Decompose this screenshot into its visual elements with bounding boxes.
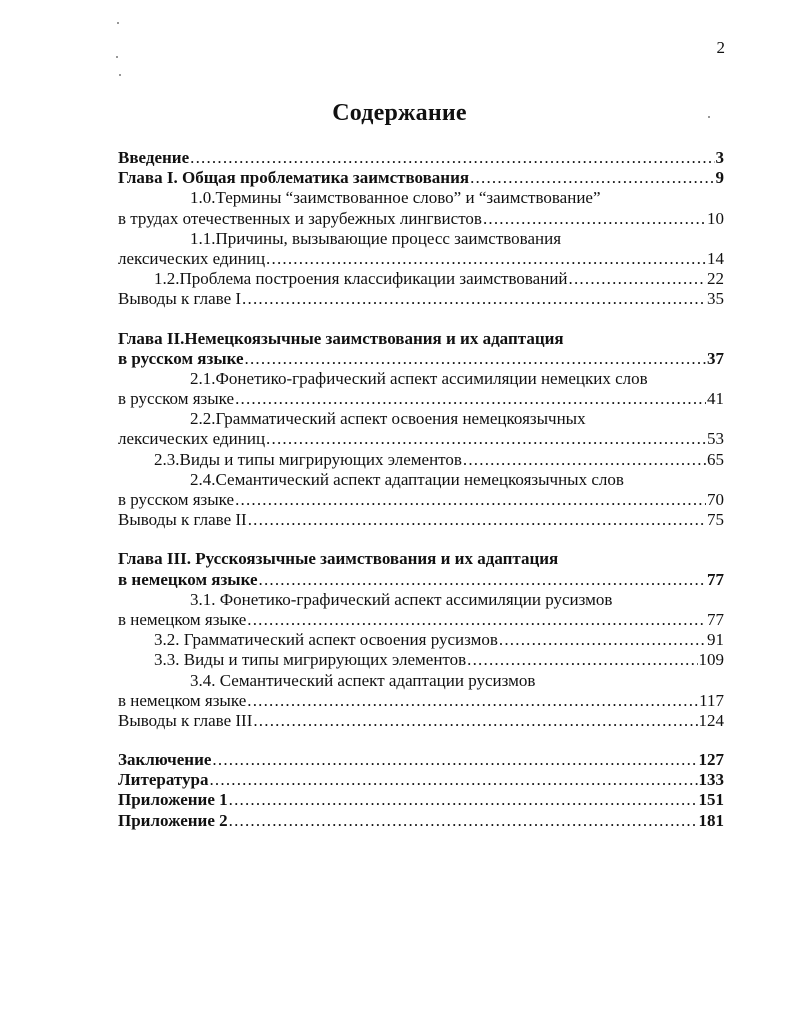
toc-entry-section-2-3[interactable]	[118, 450, 724, 470]
scan-speck	[116, 56, 118, 58]
toc-entry-page: 41	[707, 389, 724, 409]
toc-entry-text: 3.4. Семантический аспект адаптации русизмов	[190, 670, 536, 690]
toc-entry-text: в русском языке	[118, 490, 235, 509]
toc-entry-conclusions-chapter-1[interactable]	[118, 289, 724, 309]
toc-entry-text: Приложение 1	[118, 790, 228, 810]
toc-entry-page: 117	[699, 690, 724, 710]
leader-dots	[235, 389, 706, 409]
toc-entry-page: 65	[707, 449, 724, 469]
toc-entry-section-3-4-line-2[interactable]	[118, 691, 724, 711]
scan-speck	[708, 116, 710, 118]
toc-entry-text: Глава III. Русскоязычные заимствования и их адаптация	[118, 549, 559, 569]
toc-entry-section-2-2-line-2[interactable]	[118, 429, 724, 449]
toc-entry-page: 127	[698, 750, 724, 770]
toc-entry-page: 109	[698, 650, 724, 670]
toc-entry-text: 3.1. Фонетико-графический аспект ассимиляции русизмов	[190, 589, 613, 609]
toc-entry-text: Заключение	[118, 750, 212, 770]
toc-entry-text: Введение	[118, 148, 190, 167]
toc-entry-page: 77	[707, 609, 724, 629]
leader-dots	[266, 429, 706, 449]
toc-entry-page: 124	[698, 710, 724, 730]
toc-entry-page: 133	[698, 770, 724, 790]
toc-entry-text: Приложение 2	[118, 810, 228, 830]
toc-entry-text: 2.3.Виды и типы мигрирующих элементов	[154, 449, 462, 469]
toc-entry-page: 14	[707, 248, 724, 268]
scan-speck	[119, 74, 121, 76]
leader-dots	[242, 289, 706, 309]
toc-entry-text: в русском языке	[118, 348, 244, 368]
leader-dots	[235, 490, 706, 510]
toc-entry-section-1-2[interactable]	[118, 269, 724, 289]
toc-entry-section-2-1-line-2[interactable]	[118, 389, 724, 409]
toc-entry-appendix-1[interactable]	[118, 790, 724, 810]
toc-entry-text: 2.2.Грамматический аспект освоения немецкоязычных	[190, 409, 586, 429]
toc-entry-section-2-4-line-2[interactable]	[118, 490, 724, 510]
toc-entry-text: Выводы к главе III	[118, 710, 253, 730]
toc-entry-text: 2.1.Фонетико-графический аспект ассимиляции немецких слов	[190, 368, 648, 388]
leader-dots	[209, 770, 697, 790]
toc-entry-text: 3.2. Грамматический аспект освоения русизмов	[154, 630, 498, 650]
toc-entry-conclusions-chapter-2[interactable]	[118, 510, 724, 530]
toc-entry-page: 181	[698, 810, 724, 830]
toc-entry-text: лексических единиц	[118, 248, 266, 268]
leader-dots	[247, 691, 698, 711]
toc-entry-page: 77	[707, 569, 724, 589]
toc-entry-section-3-1-line-2[interactable]	[118, 610, 724, 630]
toc-entry-page: 3	[715, 148, 724, 167]
toc-entry-section-3-1-line-1[interactable]	[118, 590, 724, 610]
leader-dots	[212, 750, 697, 770]
leader-dots	[229, 811, 698, 831]
toc-entry-text: Выводы к главе I	[118, 289, 242, 309]
toc-entry-text: Выводы к главе II	[118, 510, 247, 530]
toc-entry-text: 1.2.Проблема построения классификации заимствований	[154, 269, 568, 289]
leader-dots	[266, 249, 706, 269]
toc-entry-text: в немецком языке	[118, 569, 258, 589]
toc-entry-page: 10	[707, 208, 724, 228]
toc-entry-text: Литература	[118, 770, 209, 790]
leader-dots	[245, 349, 706, 369]
toc-entry-conclusion[interactable]	[118, 750, 724, 770]
toc-entry-text: 3.3. Виды и типы мигрирующих элементов	[154, 650, 467, 670]
leader-dots	[470, 168, 714, 188]
toc-entry-page: 9	[715, 168, 724, 188]
table-of-contents	[118, 148, 724, 831]
toc-entry-page: 70	[707, 490, 724, 509]
leader-dots	[463, 450, 706, 470]
toc-entry-section-1-1-line-2[interactable]	[118, 249, 724, 269]
leader-dots	[569, 269, 706, 289]
toc-entry-text: Глава II.Немецкоязычные заимствования и их адаптация	[118, 328, 564, 348]
leader-dots	[483, 209, 706, 229]
toc-entry-text: в русском языке	[118, 389, 235, 409]
toc-entry-chapter-3-line-1[interactable]	[118, 549, 724, 569]
toc-entry-page: 91	[707, 630, 724, 650]
toc-entry-section-3-2[interactable]	[118, 630, 724, 650]
leader-dots	[499, 630, 706, 650]
toc-entry-chapter-1[interactable]	[118, 168, 724, 188]
toc-entry-introduction[interactable]	[118, 148, 724, 168]
toc-entry-section-3-4-line-1[interactable]	[118, 671, 724, 691]
toc-entry-text: 1.1.Причины, вызывающие процесс заимствования	[190, 228, 562, 248]
leader-dots	[190, 148, 714, 168]
toc-entry-page: 53	[707, 429, 724, 449]
scan-speck	[117, 22, 119, 24]
toc-entry-literature[interactable]	[118, 770, 724, 790]
leader-dots	[253, 711, 697, 731]
toc-entry-page: 35	[707, 289, 724, 309]
toc-entry-conclusions-chapter-3[interactable]	[118, 711, 724, 731]
toc-entry-section-1-0-line-2[interactable]	[118, 209, 724, 229]
toc-entry-page: 37	[707, 348, 724, 368]
toc-entry-text: Глава I. Общая проблематика заимствования	[118, 168, 470, 188]
page-number: 2	[716, 38, 725, 57]
toc-entry-text: 2.4.Семантический аспект адаптации немецкоязычных слов	[190, 469, 624, 489]
toc-entry-chapter-3-line-2[interactable]	[118, 570, 724, 590]
leader-dots	[229, 790, 698, 810]
toc-entry-section-1-1-line-1[interactable]	[118, 229, 724, 249]
toc-entry-page: 22	[707, 269, 724, 289]
toc-entry-page: 75	[707, 510, 724, 530]
leader-dots	[259, 570, 707, 590]
toc-entry-section-2-4-line-1[interactable]	[118, 470, 724, 490]
toc-entry-section-3-3[interactable]	[118, 650, 724, 670]
leader-dots	[247, 610, 706, 630]
leader-dots	[467, 650, 697, 670]
toc-entry-section-2-2-line-1[interactable]	[118, 409, 724, 429]
toc-entry-page: 151	[698, 790, 724, 810]
toc-entry-chapter-2-line-1[interactable]	[118, 329, 724, 349]
toc-entry-text: в немецком языке	[118, 690, 247, 710]
toc-entry-text: лексических единиц	[118, 429, 266, 449]
toc-entry-text: 1.0.Термины “заимствованное слово” и “заимствование”	[190, 188, 601, 208]
toc-entry-section-1-0-line-1[interactable]	[118, 188, 724, 208]
toc-entry-text: в трудах отечественных и зарубежных лингвистов	[118, 208, 482, 228]
toc-entry-section-2-1-line-1[interactable]	[118, 369, 724, 389]
toc-entry-appendix-2[interactable]	[118, 811, 724, 831]
toc-entry-text: в немецком языке	[118, 609, 247, 629]
page-title: Содержание	[332, 100, 467, 126]
toc-entry-chapter-2-line-2[interactable]	[118, 349, 724, 369]
leader-dots	[248, 510, 706, 530]
